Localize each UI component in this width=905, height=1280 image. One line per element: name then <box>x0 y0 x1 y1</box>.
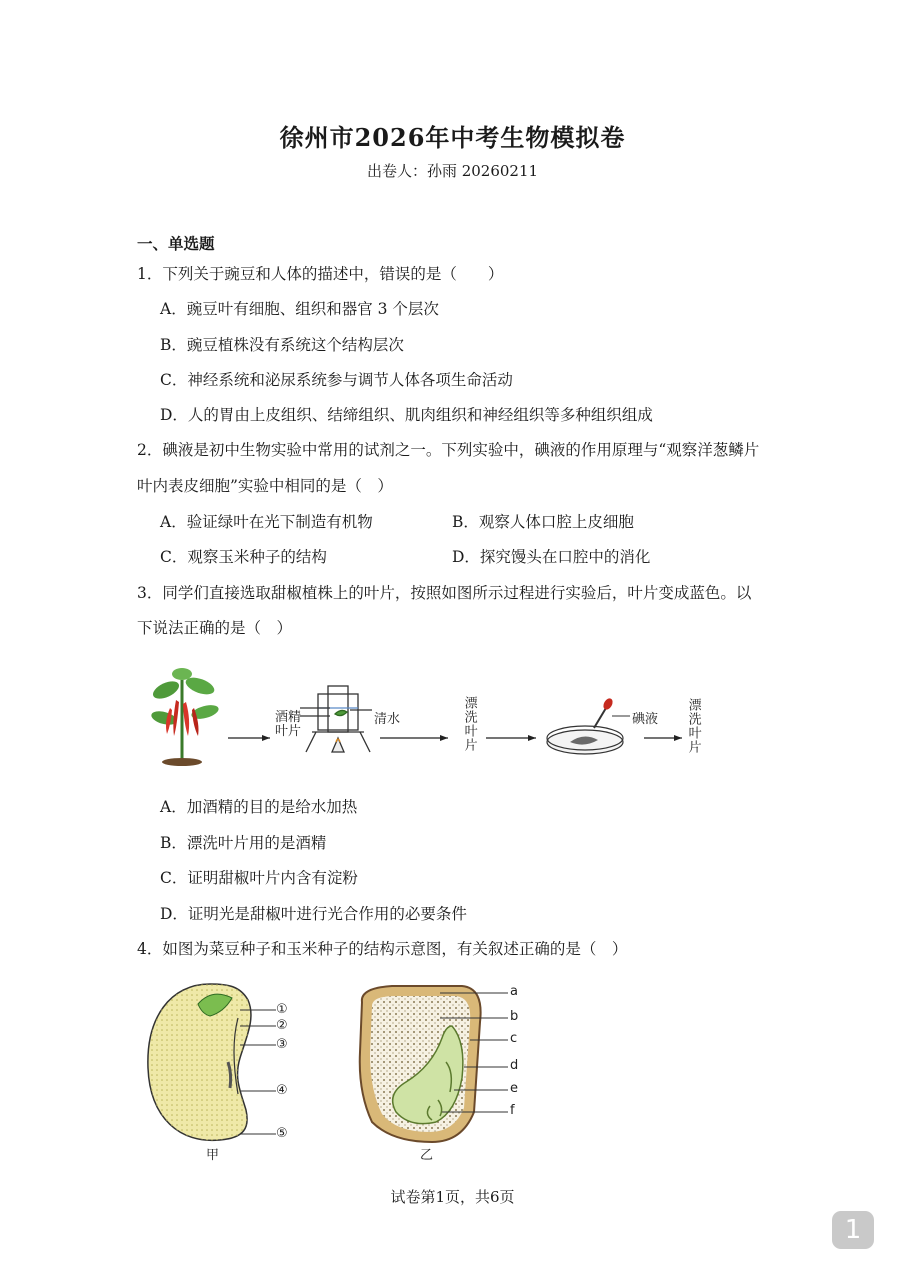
corn-caption: 乙 <box>420 1148 434 1163</box>
bean-seed-leader-lines <box>240 1004 280 1144</box>
corn-label-f: f <box>510 1103 515 1118</box>
label-rinse-leaf-1: 漂洗叶片 <box>461 696 477 752</box>
q2-stem-line2: 叶内表皮细胞”实验中相同的是（ ） <box>137 477 393 495</box>
page-title: 徐州市2026年中考生物模拟卷 <box>279 123 626 152</box>
label-rinse-leaf-2: 漂洗叶片 <box>685 698 701 754</box>
water-bath-apparatus-icon <box>300 686 372 752</box>
q2-option-a: A．验证绿叶在光下制造有机物 <box>160 513 373 531</box>
section-heading: 一、单选题 <box>137 234 215 253</box>
bean-caption: 甲 <box>206 1148 220 1163</box>
q4-stem: 4．如图为菜豆种子和玉米种子的结构示意图，有关叙述正确的是（ ） <box>137 940 628 958</box>
pepper-plant-icon <box>150 668 220 766</box>
q3-option-b: B．漂洗叶片用的是酒精 <box>160 834 327 852</box>
q3-option-a: A．加酒精的目的是给水加热 <box>160 798 358 816</box>
q1-option-b: B．豌豆植株没有系统这个结构层次 <box>160 336 404 354</box>
q1-option-d: D．人的胃由上皮组织、结缔组织、肌肉组织和神经组织等多种组织组成 <box>160 406 653 424</box>
corn-label-e: e <box>510 1081 518 1096</box>
page-footer: 试卷第1页，共6页 <box>390 1188 515 1206</box>
corn-seed-leader-lines <box>440 990 512 1120</box>
label-water: 清水 <box>374 712 401 727</box>
q1-option-a: A．豌豆叶有细胞、组织和器官 3 个层次 <box>160 300 439 318</box>
bean-label-5: ⑤ <box>276 1126 288 1141</box>
q3-stem-line2: 下说法正确的是（ ） <box>137 619 293 637</box>
bean-label-1: ① <box>276 1002 288 1017</box>
q2-option-c: C．观察玉米种子的结构 <box>160 548 327 566</box>
bean-label-3: ③ <box>276 1037 288 1052</box>
corn-label-c: c <box>510 1031 518 1046</box>
q1-option-c: C．神经系统和泌尿系统参与调节人体各项生命活动 <box>160 371 513 389</box>
petri-dish-icon <box>547 697 630 754</box>
q2-option-b: B．观察人体口腔上皮细胞 <box>452 513 634 531</box>
q3-option-d: D．证明光是甜椒叶进行光合作用的必要条件 <box>160 905 467 923</box>
corn-label-d: d <box>510 1058 519 1073</box>
q2-option-d: D．探究馒头在口腔中的消化 <box>452 548 651 566</box>
q3-option-c: C．证明甜椒叶片内含有淀粉 <box>160 869 358 887</box>
q3-stem-line1: 3．同学们直接选取甜椒植株上的叶片，按照如图所示过程进行实验后，叶片变成蓝色。以 <box>137 584 752 602</box>
author-line: 出卷人：孙雨 20260211 <box>366 162 539 180</box>
corn-label-a: a <box>510 984 518 999</box>
label-alcohol: 酒精 <box>275 710 302 725</box>
corn-label-b: b <box>510 1009 519 1024</box>
label-iodine: 碘液 <box>632 712 659 727</box>
bean-label-4: ④ <box>276 1083 288 1098</box>
bean-label-2: ② <box>276 1018 288 1033</box>
q1-stem: 1．下列关于豌豆和人体的描述中，错误的是（ ） <box>137 265 504 283</box>
q2-stem-line1: 2．碘液是初中生物实验中常用的试剂之一。下列实验中，碘液的作用原理与“观察洋葱鳞片 <box>137 441 760 459</box>
label-leaf: 叶片 <box>275 724 302 739</box>
page-number-badge[interactable]: 1 <box>832 1211 874 1249</box>
